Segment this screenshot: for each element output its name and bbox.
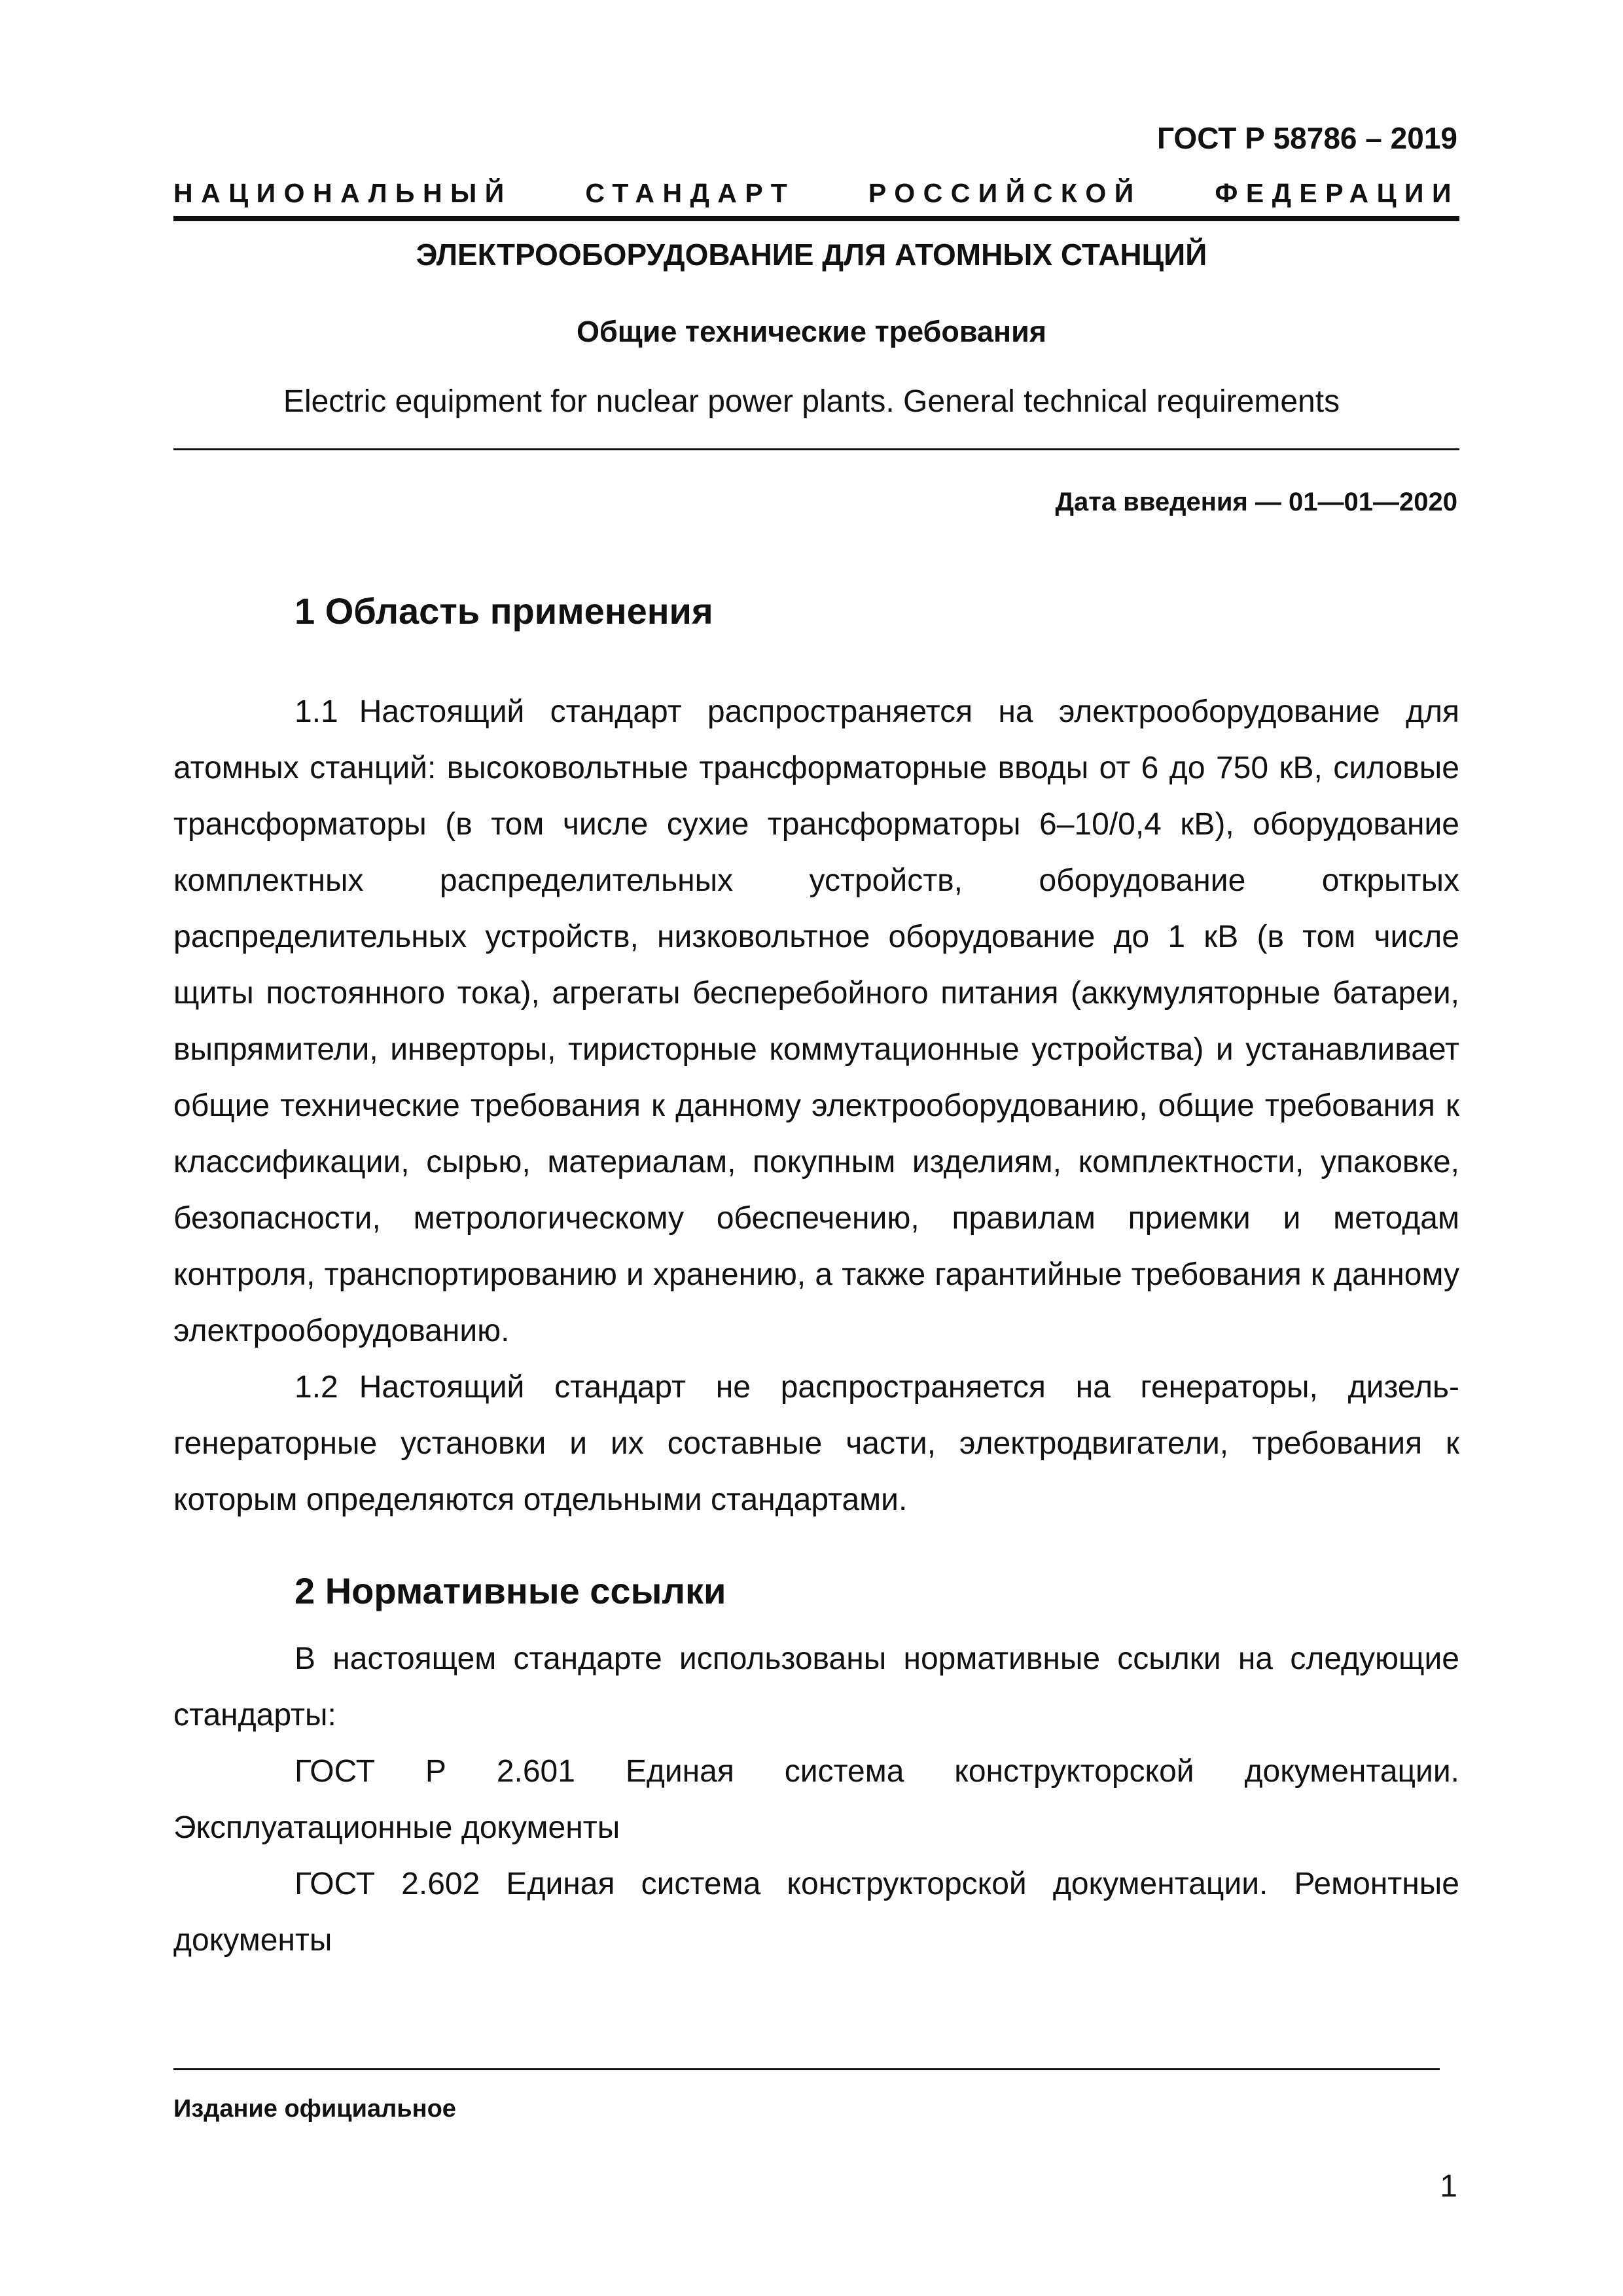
- section-2-heading: 2 Нормативные ссылки: [294, 1570, 726, 1611]
- official-edition-note: Издание официальное: [173, 2095, 456, 2123]
- document-subtitle: Общие технические требования: [576, 315, 1047, 348]
- section-2-intro: В настоящем стандарте использованы нормативные ссылки на следующие стандарты:: [173, 1641, 1459, 1732]
- page-number: 1: [1440, 2169, 1457, 2204]
- document-body: [173, 589, 1459, 1969]
- clause-text: Настоящий стандарт не распространяется на генераторы, дизель-генераторные установки и их составные части, электродвигатели, требования к которым определяются отдельными стандартами.: [173, 1370, 1459, 1517]
- document-english-title: Electric equipment for nuclear power plants. General technical requirements: [283, 384, 1340, 419]
- clause-1-1: [173, 684, 1459, 1359]
- document-title: ЭЛЕКТРООБОРУДОВАНИЕ ДЛЯ АТОМНЫХ СТАНЦИЙ: [416, 238, 1207, 272]
- clause-number: 1.2: [294, 1370, 338, 1405]
- footnote-rule: [173, 2068, 1440, 2070]
- clause-1-2: [173, 1359, 1459, 1528]
- clause-text: Настоящий стандарт распространяется на электрооборудование для атомных станций: высоковольтные трансформаторные вводы от 6 до 750 кВ, силовые трансформаторы (в том числе сухие трансформаторы 6–10/0,4 кВ), оборудование комплектных распределительных устройств, оборудование открытых распределительных устройств, низковольтное оборудование до 1 кВ (в том числе щиты постоянного тока), агрегаты бесперебойного питания (аккумуляторные батареи, выпрямители, инверторы, тиристорные коммутационные устройства) и устанавливает общие технические требования к данному электрооборудованию, общие требования к классификации, сырью, материалам, покупным изделиям, комплектности, упаковке, безопасности, метрологическому обеспечению, правилам приемки и методам контроля, транспортированию и хранению, а также гарантийные требования к данному электрооборудованию.: [173, 694, 1459, 1348]
- gost-number: ГОСТ Р 58786 – 2019: [1156, 121, 1457, 155]
- section-1-heading: 1 Область применения: [294, 590, 713, 632]
- clause-number: 1.1: [294, 694, 338, 729]
- introduction-date: Дата введения — 01—01—2020: [1055, 488, 1457, 516]
- reference-item: ГОСТ Р 2.601 Единая система конструкторской документации. Эксплуатационные документы: [173, 1754, 1459, 1845]
- reference-item: ГОСТ 2.602 Единая система конструкторской документации. Ремонтные документы: [173, 1867, 1459, 1958]
- header-thin-rule: [173, 448, 1459, 450]
- national-standard-banner: НАЦИОНАЛЬНЫЙ СТАНДАРТ РОССИЙСКОЙ ФЕДЕРАЦИИ: [173, 178, 1459, 208]
- header-thick-rule: [173, 216, 1459, 221]
